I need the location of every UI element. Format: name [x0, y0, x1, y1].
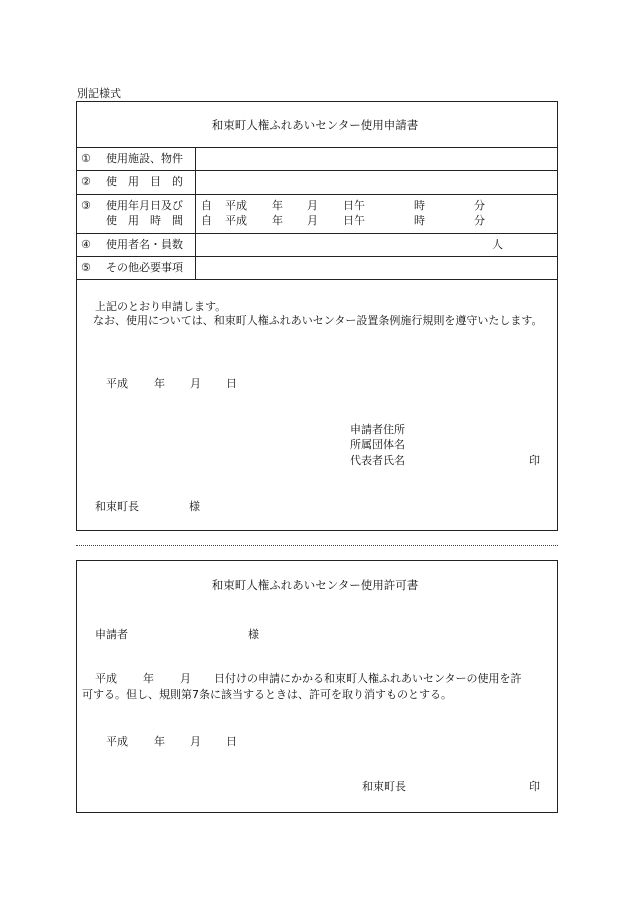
- month-label: 月: [307, 214, 318, 227]
- permit-form: [76, 560, 558, 813]
- permit-honorific: 様: [248, 628, 259, 641]
- seal-mark: 印: [529, 454, 540, 467]
- table-divider: [76, 279, 558, 280]
- row-label-other: その他必要事項: [106, 261, 183, 274]
- table-divider: [76, 256, 558, 257]
- permit-date-year: 年: [154, 735, 165, 748]
- application-title: 和束町人権ふれあいセンター使用申請書: [211, 118, 419, 132]
- permit-body-month: 月: [180, 672, 191, 685]
- permit-date-month: 月: [190, 735, 201, 748]
- row-number: ②: [81, 175, 91, 188]
- table-divider: [76, 147, 558, 148]
- statement-line-1: 上記のとおり申請します。: [95, 300, 227, 313]
- row-number: ④: [81, 238, 91, 251]
- row-label-date: 使用年月日及び: [106, 199, 183, 212]
- day-label: 日午: [343, 214, 365, 227]
- persons-unit: 人: [492, 238, 503, 251]
- row-label-facility: 使用施設、物件: [106, 152, 183, 165]
- permit-applicant-label: 申請者: [95, 628, 128, 641]
- cut-line: [76, 545, 558, 546]
- permit-seal-mark: 印: [529, 780, 540, 793]
- permit-issuer: 和束町長: [362, 780, 406, 793]
- form-label: 別記様式: [77, 87, 121, 100]
- date-era: 平成: [106, 377, 128, 390]
- permit-body-text: 日付けの申請にかかる和束町人権ふれあいセンターの使用を許: [214, 672, 522, 685]
- row-label-user: 使用者名・員数: [106, 238, 183, 251]
- row-label-purpose: 使 用 目 的: [106, 175, 183, 188]
- year-label: 年: [272, 214, 283, 227]
- from-label: 自: [201, 199, 212, 212]
- honorific: 様: [189, 500, 200, 513]
- row-number: ⑤: [81, 261, 91, 274]
- table-divider: [76, 233, 558, 234]
- era-label: 平成: [225, 214, 247, 227]
- permit-date-day: 日: [226, 735, 237, 748]
- year-label: 年: [272, 199, 283, 212]
- date-year: 年: [154, 377, 165, 390]
- date-day: 日: [226, 377, 237, 390]
- table-divider: [76, 194, 558, 195]
- day-label: 日午: [343, 199, 365, 212]
- permit-body-year: 年: [143, 672, 154, 685]
- month-label: 月: [307, 199, 318, 212]
- era-label: 平成: [225, 199, 247, 212]
- permit-body-era: 平成: [95, 672, 117, 685]
- permit-title: 和束町人権ふれあいセンター使用許可書: [211, 578, 419, 592]
- minute-label: 分: [474, 199, 485, 212]
- minute-label: 分: [474, 214, 485, 227]
- from-label: 自: [201, 214, 212, 227]
- hour-label: 時: [414, 199, 425, 212]
- addressee: 和束町長: [95, 500, 139, 513]
- permit-body-line-2: 可する。但し、規則第7条に該当するときは、許可を取り消すものとする。: [82, 688, 452, 701]
- row-number: ③: [81, 199, 91, 212]
- applicant-group-label: 所属団体名: [350, 438, 405, 451]
- row-label-time: 使 用 時 間: [106, 214, 183, 227]
- statement-line-2: なお、使用については、和束町人権ふれあいセンター設置条例施行規則を遵守いたします。: [93, 314, 543, 327]
- date-month: 月: [190, 377, 201, 390]
- hour-label: 時: [414, 214, 425, 227]
- applicant-address-label: 申請者住所: [350, 423, 405, 436]
- table-divider: [76, 170, 558, 171]
- row-number: ①: [81, 152, 91, 165]
- permit-date-era: 平成: [106, 735, 128, 748]
- table-column-divider: [195, 147, 196, 279]
- applicant-rep-label: 代表者氏名: [350, 454, 405, 467]
